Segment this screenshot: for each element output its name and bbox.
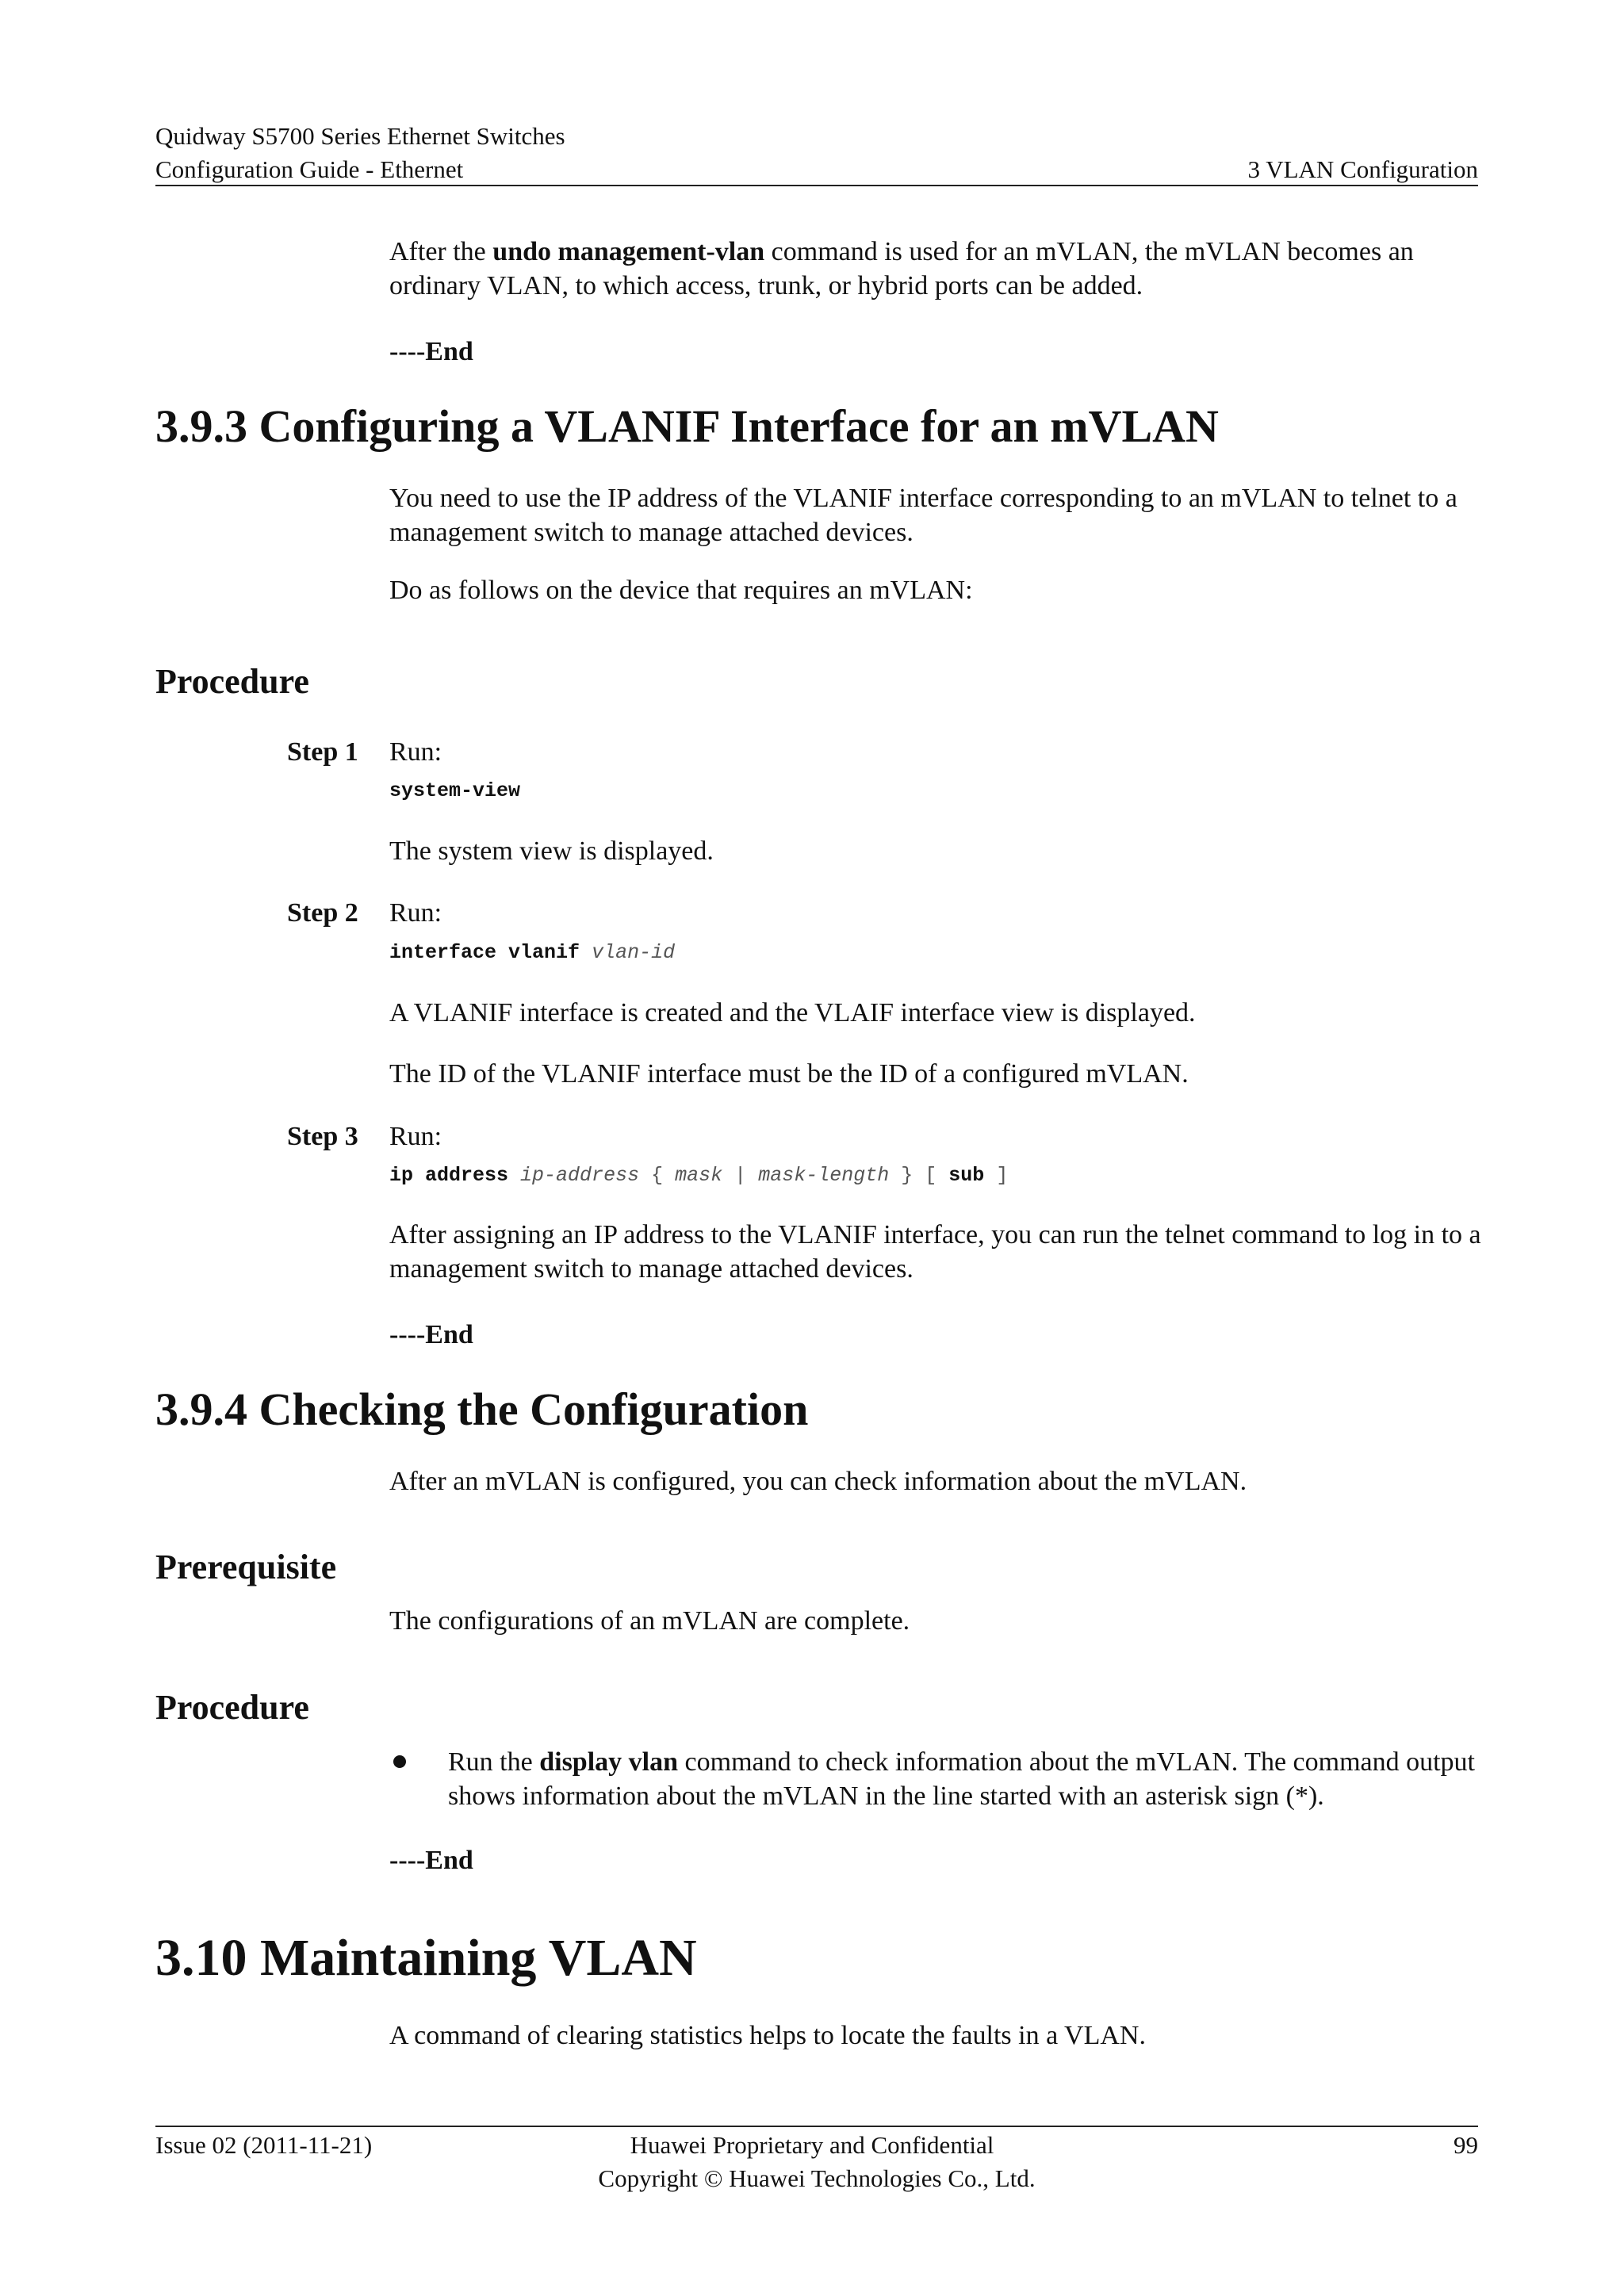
step-2-label: Step 2 bbox=[287, 898, 358, 928]
section-title-394: 3.9.4 Checking the Configuration bbox=[155, 1383, 809, 1435]
step-2-run: Run: bbox=[389, 898, 442, 928]
header-guide: Configuration Guide - Ethernet bbox=[155, 155, 464, 183]
procedure-heading: Procedure bbox=[155, 1688, 309, 1727]
header-product: Quidway S5700 Series Ethernet Switches bbox=[155, 122, 565, 150]
section-394-paragraph: After an mVLAN is configured, you can check information about the mVLAN. bbox=[389, 1467, 1247, 1496]
step-1-description: The system view is displayed. bbox=[389, 836, 714, 866]
procedure-heading: Procedure bbox=[155, 662, 309, 701]
section-393-paragraph: You need to use the IP address of the VLANIF interface corresponding to an mVLAN to telnet to a management switch to manage attached devices. bbox=[389, 484, 1457, 547]
header-rule bbox=[155, 185, 1478, 186]
section-393-paragraph-2: Do as follows on the device that requires an mVLAN: bbox=[389, 576, 973, 605]
undo-management-vlan-command: undo management-vlan bbox=[492, 237, 765, 266]
intro-paragraph: After the undo management-vlan command is used for an mVLAN, the mVLAN becomes an ordinary VLAN, to which access, trunk, or hybrid ports can be added. bbox=[389, 237, 1414, 300]
step-2-description: A VLANIF interface is created and the VLAIF interface view is displayed. bbox=[389, 998, 1196, 1027]
step-3-run: Run: bbox=[389, 1122, 442, 1151]
footer-confidential: Huawei Proprietary and Confidential bbox=[630, 2131, 994, 2159]
step-2-note: The ID of the VLANIF interface must be the ID of a configured mVLAN. bbox=[389, 1059, 1189, 1089]
header-chapter: 3 VLAN Configuration bbox=[1247, 155, 1478, 183]
step-3-description: After assigning an IP address to the VLANIF interface, you can run the telnet command to log in to a management switch to manage attached devices. bbox=[389, 1220, 1481, 1284]
page-number: 99 bbox=[1454, 2131, 1478, 2159]
step-3-label: Step 3 bbox=[287, 1122, 358, 1151]
prerequisite-heading: Prerequisite bbox=[155, 1548, 337, 1586]
step-1-label: Step 1 bbox=[287, 737, 358, 767]
bullet-dot-icon bbox=[393, 1755, 406, 1768]
section-title-310: 3.10 Maintaining VLAN bbox=[155, 1929, 697, 1987]
prerequisite-text: The configurations of an mVLAN are complete. bbox=[389, 1606, 910, 1636]
footer-rule bbox=[155, 2126, 1478, 2127]
bullet-item: Run the display vlan command to check information about the mVLAN. The command output shows information about the mVLAN in the line started with an asterisk sign (*). bbox=[448, 1747, 1476, 1811]
step-1-run: Run: bbox=[389, 737, 442, 767]
footer-issue: Issue 02 (2011-11-21) bbox=[155, 2131, 373, 2159]
step-3-command: ip address ip-address { mask | mask-length } [ sub ] bbox=[389, 1164, 1009, 1187]
section-310-paragraph: A command of clearing statistics helps to locate the faults in a VLAN. bbox=[389, 2021, 1146, 2050]
display-vlan-command: display vlan bbox=[539, 1747, 679, 1777]
step-1-command: system-view bbox=[389, 779, 521, 802]
end-marker: ----End bbox=[389, 1846, 473, 1875]
end-marker: ----End bbox=[389, 1320, 473, 1349]
section-title-393: 3.9.3 Configuring a VLANIF Interface for an mVLAN bbox=[155, 400, 1219, 452]
footer-copyright: Copyright © Huawei Technologies Co., Ltd. bbox=[598, 2164, 1036, 2192]
step-2-command: interface vlanif vlan-id bbox=[389, 941, 676, 964]
end-marker: ----End bbox=[389, 337, 473, 366]
